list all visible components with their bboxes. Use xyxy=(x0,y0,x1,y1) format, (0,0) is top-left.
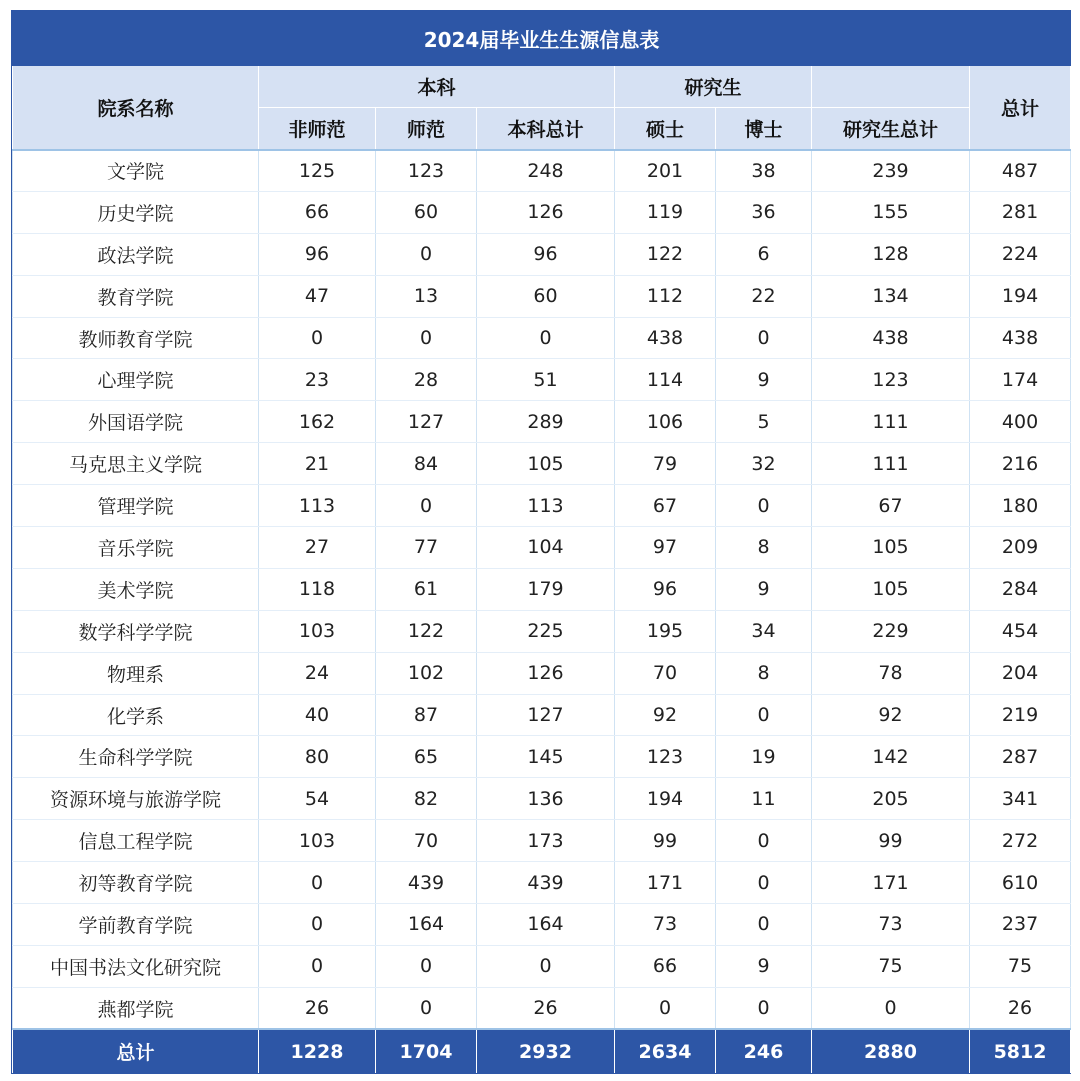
table-cell: 24 xyxy=(259,652,376,694)
table-cell: 75 xyxy=(812,945,970,987)
table-cell: 22 xyxy=(716,275,812,317)
table-cell: 122 xyxy=(376,610,477,652)
table-cell: 194 xyxy=(615,778,716,820)
table-cell: 70 xyxy=(376,820,477,862)
table-cell: 123 xyxy=(812,359,970,401)
table-cell: 9 xyxy=(716,568,812,610)
dept-name-cell: 美术学院 xyxy=(13,568,259,610)
table-cell: 26 xyxy=(477,987,615,1029)
header-normal: 师范 xyxy=(376,108,477,150)
table-cell: 19 xyxy=(716,736,812,778)
table-cell: 11 xyxy=(716,778,812,820)
table-cell: 79 xyxy=(615,443,716,485)
table-cell: 174 xyxy=(970,359,1071,401)
table-cell: 106 xyxy=(615,401,716,443)
dept-name-cell: 心理学院 xyxy=(13,359,259,401)
table-cell: 122 xyxy=(615,233,716,275)
dept-name-cell: 外国语学院 xyxy=(13,401,259,443)
totals-cell: 1228 xyxy=(259,1029,376,1073)
dept-name-cell: 历史学院 xyxy=(13,191,259,233)
dept-name-cell: 中国书法文化研究院 xyxy=(13,945,259,987)
table-cell: 67 xyxy=(615,485,716,527)
table-cell: 96 xyxy=(477,233,615,275)
table-cell: 113 xyxy=(259,485,376,527)
table-cell: 112 xyxy=(615,275,716,317)
table-cell: 0 xyxy=(376,987,477,1029)
table-cell: 8 xyxy=(716,652,812,694)
table-row xyxy=(13,652,1071,694)
table-cell: 0 xyxy=(259,862,376,904)
table-cell: 119 xyxy=(615,191,716,233)
table-cell: 113 xyxy=(477,485,615,527)
table-cell: 438 xyxy=(970,317,1071,359)
table-row xyxy=(13,736,1071,778)
table-cell: 67 xyxy=(812,485,970,527)
table-title: 2024届毕业生生源信息表 xyxy=(13,12,1071,66)
table-cell: 38 xyxy=(716,150,812,192)
table-cell: 6 xyxy=(716,233,812,275)
header-doctor: 博士 xyxy=(716,108,812,150)
table-cell: 0 xyxy=(812,987,970,1029)
graduate-info-table xyxy=(12,11,1071,1073)
table-row xyxy=(13,233,1071,275)
table-cell: 225 xyxy=(477,610,615,652)
table-row xyxy=(13,359,1071,401)
table-cell: 155 xyxy=(812,191,970,233)
table-cell: 47 xyxy=(259,275,376,317)
table-cell: 0 xyxy=(716,694,812,736)
table-row xyxy=(13,904,1071,946)
header-grad-blank xyxy=(812,66,970,108)
table-cell: 216 xyxy=(970,443,1071,485)
totals-cell: 1704 xyxy=(376,1029,477,1073)
table-row xyxy=(13,527,1071,569)
table-cell: 23 xyxy=(259,359,376,401)
table-cell: 289 xyxy=(477,401,615,443)
table-cell: 179 xyxy=(477,568,615,610)
table-cell: 21 xyxy=(259,443,376,485)
dept-name-cell: 教育学院 xyxy=(13,275,259,317)
table-cell: 34 xyxy=(716,610,812,652)
table-cell: 92 xyxy=(812,694,970,736)
dept-name-cell: 教师教育学院 xyxy=(13,317,259,359)
table-cell: 82 xyxy=(376,778,477,820)
table-cell: 0 xyxy=(259,317,376,359)
header-undergrad-total: 本科总计 xyxy=(477,108,615,150)
table-cell: 111 xyxy=(812,401,970,443)
dept-name-cell: 音乐学院 xyxy=(13,527,259,569)
header-master: 硕士 xyxy=(615,108,716,150)
table-cell: 136 xyxy=(477,778,615,820)
table-cell: 171 xyxy=(812,862,970,904)
table-row xyxy=(13,317,1071,359)
header-grad-total: 研究生总计 xyxy=(812,108,970,150)
table-cell: 61 xyxy=(376,568,477,610)
table-cell: 272 xyxy=(970,820,1071,862)
header-grad: 研究生 xyxy=(615,66,812,108)
table-cell: 171 xyxy=(615,862,716,904)
table-cell: 229 xyxy=(812,610,970,652)
dept-name-cell: 生命科学学院 xyxy=(13,736,259,778)
table-cell: 127 xyxy=(376,401,477,443)
dept-name-cell: 文学院 xyxy=(13,150,259,192)
table-cell: 114 xyxy=(615,359,716,401)
table-cell: 287 xyxy=(970,736,1071,778)
table-cell: 13 xyxy=(376,275,477,317)
table-cell: 92 xyxy=(615,694,716,736)
table-cell: 125 xyxy=(259,150,376,192)
table-cell: 66 xyxy=(259,191,376,233)
dept-name-cell: 物理系 xyxy=(13,652,259,694)
table-cell: 36 xyxy=(716,191,812,233)
table-row xyxy=(13,191,1071,233)
table-cell: 0 xyxy=(376,485,477,527)
table-cell: 5 xyxy=(716,401,812,443)
table-cell: 54 xyxy=(259,778,376,820)
table-cell: 205 xyxy=(812,778,970,820)
dept-name-cell: 信息工程学院 xyxy=(13,820,259,862)
table-cell: 134 xyxy=(812,275,970,317)
dept-name-cell: 政法学院 xyxy=(13,233,259,275)
table-cell: 0 xyxy=(615,987,716,1029)
dept-name-cell: 资源环境与旅游学院 xyxy=(13,778,259,820)
table-cell: 105 xyxy=(812,568,970,610)
table-cell: 66 xyxy=(615,945,716,987)
table-cell: 0 xyxy=(716,987,812,1029)
table-cell: 87 xyxy=(376,694,477,736)
totals-row xyxy=(13,1029,1071,1073)
dept-name-cell: 马克思主义学院 xyxy=(13,443,259,485)
table-cell: 70 xyxy=(615,652,716,694)
table-row xyxy=(13,275,1071,317)
table-row xyxy=(13,694,1071,736)
header-non-normal: 非师范 xyxy=(259,108,376,150)
table-cell: 80 xyxy=(259,736,376,778)
table-cell: 438 xyxy=(812,317,970,359)
table-row xyxy=(13,485,1071,527)
table-cell: 145 xyxy=(477,736,615,778)
totals-cell: 5812 xyxy=(970,1029,1071,1073)
table-cell: 73 xyxy=(812,904,970,946)
table-cell: 0 xyxy=(716,862,812,904)
table-cell: 26 xyxy=(970,987,1071,1029)
header-undergrad: 本科 xyxy=(259,66,615,108)
table-body xyxy=(13,150,1071,1030)
table-cell: 0 xyxy=(477,945,615,987)
table-cell: 487 xyxy=(970,150,1071,192)
table-cell: 248 xyxy=(477,150,615,192)
table-cell: 60 xyxy=(376,191,477,233)
table-cell: 195 xyxy=(615,610,716,652)
table-cell: 284 xyxy=(970,568,1071,610)
table-cell: 209 xyxy=(970,527,1071,569)
table-cell: 204 xyxy=(970,652,1071,694)
table-row xyxy=(13,862,1071,904)
table-cell: 400 xyxy=(970,401,1071,443)
table-cell: 8 xyxy=(716,527,812,569)
totals-cell: 2634 xyxy=(615,1029,716,1073)
table-cell: 0 xyxy=(716,820,812,862)
table-cell: 77 xyxy=(376,527,477,569)
header-dept: 院系名称 xyxy=(13,66,259,150)
table-cell: 162 xyxy=(259,401,376,443)
table-cell: 0 xyxy=(477,317,615,359)
table-cell: 26 xyxy=(259,987,376,1029)
table-cell: 610 xyxy=(970,862,1071,904)
table-cell: 180 xyxy=(970,485,1071,527)
table-row xyxy=(13,150,1071,192)
table-cell: 219 xyxy=(970,694,1071,736)
table-cell: 27 xyxy=(259,527,376,569)
table-row xyxy=(13,568,1071,610)
table-row xyxy=(13,820,1071,862)
table-cell: 73 xyxy=(615,904,716,946)
table-cell: 127 xyxy=(477,694,615,736)
table-cell: 0 xyxy=(376,233,477,275)
dept-name-cell: 化学系 xyxy=(13,694,259,736)
totals-cell: 2932 xyxy=(477,1029,615,1073)
table-cell: 51 xyxy=(477,359,615,401)
table-cell: 102 xyxy=(376,652,477,694)
table-cell: 99 xyxy=(615,820,716,862)
table-cell: 65 xyxy=(376,736,477,778)
table-cell: 173 xyxy=(477,820,615,862)
table-cell: 32 xyxy=(716,443,812,485)
dept-name-cell: 学前教育学院 xyxy=(13,904,259,946)
table-cell: 128 xyxy=(812,233,970,275)
table-cell: 84 xyxy=(376,443,477,485)
table-cell: 239 xyxy=(812,150,970,192)
table-cell: 0 xyxy=(376,317,477,359)
totals-label: 总计 xyxy=(13,1029,259,1073)
table-cell: 97 xyxy=(615,527,716,569)
header-grand-total: 总计 xyxy=(970,66,1071,150)
table-cell: 28 xyxy=(376,359,477,401)
table-cell: 105 xyxy=(477,443,615,485)
table-cell: 75 xyxy=(970,945,1071,987)
table-cell: 103 xyxy=(259,610,376,652)
table-cell: 281 xyxy=(970,191,1071,233)
table-cell: 111 xyxy=(812,443,970,485)
table-cell: 201 xyxy=(615,150,716,192)
table-cell: 9 xyxy=(716,945,812,987)
table-container xyxy=(11,10,1071,1074)
table-cell: 0 xyxy=(376,945,477,987)
table-cell: 439 xyxy=(376,862,477,904)
table-row xyxy=(13,945,1071,987)
table-cell: 454 xyxy=(970,610,1071,652)
table-cell: 0 xyxy=(259,945,376,987)
dept-name-cell: 数学科学学院 xyxy=(13,610,259,652)
table-cell: 439 xyxy=(477,862,615,904)
table-cell: 0 xyxy=(716,317,812,359)
table-cell: 9 xyxy=(716,359,812,401)
table-row xyxy=(13,987,1071,1029)
table-cell: 237 xyxy=(970,904,1071,946)
table-cell: 104 xyxy=(477,527,615,569)
dept-name-cell: 燕都学院 xyxy=(13,987,259,1029)
table-cell: 78 xyxy=(812,652,970,694)
table-cell: 438 xyxy=(615,317,716,359)
table-cell: 123 xyxy=(376,150,477,192)
table-cell: 0 xyxy=(716,904,812,946)
totals-cell: 2880 xyxy=(812,1029,970,1073)
table-cell: 142 xyxy=(812,736,970,778)
table-cell: 123 xyxy=(615,736,716,778)
table-cell: 224 xyxy=(970,233,1071,275)
table-cell: 341 xyxy=(970,778,1071,820)
table-cell: 118 xyxy=(259,568,376,610)
table-cell: 0 xyxy=(716,485,812,527)
table-cell: 105 xyxy=(812,527,970,569)
table-cell: 164 xyxy=(376,904,477,946)
table-row xyxy=(13,610,1071,652)
dept-name-cell: 初等教育学院 xyxy=(13,862,259,904)
table-cell: 126 xyxy=(477,652,615,694)
table-cell: 60 xyxy=(477,275,615,317)
table-row xyxy=(13,778,1071,820)
table-row xyxy=(13,443,1071,485)
table-cell: 0 xyxy=(259,904,376,946)
table-cell: 40 xyxy=(259,694,376,736)
table-cell: 96 xyxy=(615,568,716,610)
table-cell: 99 xyxy=(812,820,970,862)
table-cell: 96 xyxy=(259,233,376,275)
table-cell: 103 xyxy=(259,820,376,862)
table-cell: 194 xyxy=(970,275,1071,317)
dept-name-cell: 管理学院 xyxy=(13,485,259,527)
table-row xyxy=(13,401,1071,443)
totals-cell: 246 xyxy=(716,1029,812,1073)
table-cell: 126 xyxy=(477,191,615,233)
table-cell: 164 xyxy=(477,904,615,946)
